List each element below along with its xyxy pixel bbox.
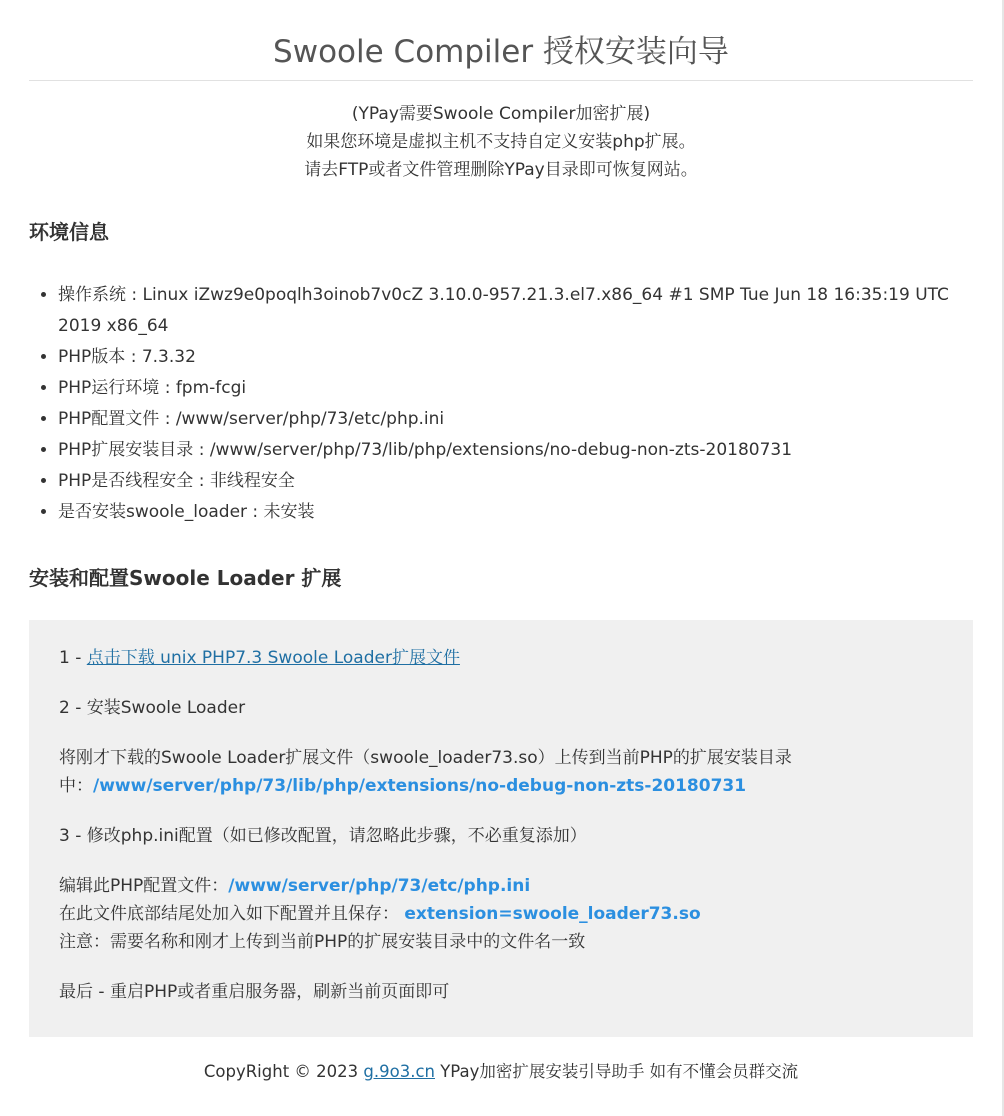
append-config-prefix: 在此文件底部结尾处加入如下配置并且保存：: [59, 904, 399, 924]
title-divider: [29, 80, 973, 81]
extension-config-value: extension=swoole_loader73.so: [404, 904, 701, 924]
footer-site-link[interactable]: g.9o3.cn: [363, 1062, 435, 1081]
env-php-sapi: • PHP运行环境 : fpm-fcgi: [58, 373, 973, 404]
footer-text: YPay加密扩展安装引导助手 如有不懂会员群交流: [434, 1062, 799, 1081]
edit-config-prefix: 编辑此PHP配置文件：: [59, 876, 229, 896]
append-config-line: [59, 900, 943, 928]
install-steps-panel: [29, 620, 973, 1037]
step-1: [59, 644, 943, 672]
footer: [0, 1058, 1002, 1086]
filename-note: 注意：需要名称和刚才上传到当前PHP的扩展安装目录中的文件名一致: [59, 932, 586, 952]
page-title: Swoole Compiler 授权安装向导: [273, 34, 729, 70]
footer-copyright: CopyRight © 2023: [203, 1062, 364, 1081]
env-php-version: • PHP版本 : 7.3.32: [58, 342, 973, 373]
edit-config-line: [59, 872, 943, 900]
step-2-desc-line: 将刚才下载的Swoole Loader扩展文件（swoole_loader73.so）上传到当前PHP的扩展安装目录: [59, 748, 792, 768]
env-info-list: [29, 280, 973, 528]
php-ini-path: /www/server/php/73/etc/php.ini: [228, 876, 531, 896]
step-3-desc: [59, 872, 943, 956]
install-heading: 安装和配置Swoole Loader 扩展: [29, 566, 342, 590]
step-2: 2 - 安装Swoole Loader: [59, 698, 246, 718]
env-php-ini: • PHP配置文件 : /www/server/php/73/etc/php.ini: [58, 404, 973, 435]
intro-notice: [0, 100, 1002, 184]
intro-line: 请去FTP或者文件管理删除YPay目录即可恢复网站。: [304, 160, 698, 180]
env-thread-safe: • PHP是否线程安全 : 非线程安全: [58, 466, 973, 497]
step-2-desc-prefix: 中：: [59, 776, 93, 796]
step-1-prefix: 1 -: [59, 648, 87, 668]
final-step: 最后 - 重启PHP或者重启服务器，刷新当前页面即可: [59, 982, 450, 1002]
env-loader-installed: • 是否安装swoole_loader : 未安装: [58, 497, 973, 528]
download-loader-link[interactable]: 点击下载 unix PHP7.3 Swoole Loader扩展文件: [86, 648, 460, 668]
intro-line: 如果您环境是虚拟主机不支持自定义安装php扩展。: [306, 132, 696, 152]
env-ext-dir: • PHP扩展安装目录 : /www/server/php/73/lib/php/extensions/no-debug-non-zts-20180731: [58, 435, 973, 466]
step-2-desc: [59, 744, 943, 800]
env-heading: 环境信息: [29, 220, 109, 244]
env-os: • 操作系统 : Linux iZwz9e0poqlh3oinob7v0cZ 3.10.0-957.21.3.el7.x86_64 #1 SMP Tue Jun 18 16:35:19 UTC 2019 x86_64: [58, 280, 973, 342]
step-2-desc-dir-line: [59, 772, 943, 800]
step-3: 3 - 修改php.ini配置（如已修改配置，请忽略此步骤，不必重复添加）: [59, 826, 587, 846]
extension-dir-path: /www/server/php/73/lib/php/extensions/no-debug-non-zts-20180731: [93, 776, 747, 796]
intro-line: (YPay需要Swoole Compiler加密扩展): [351, 104, 651, 124]
